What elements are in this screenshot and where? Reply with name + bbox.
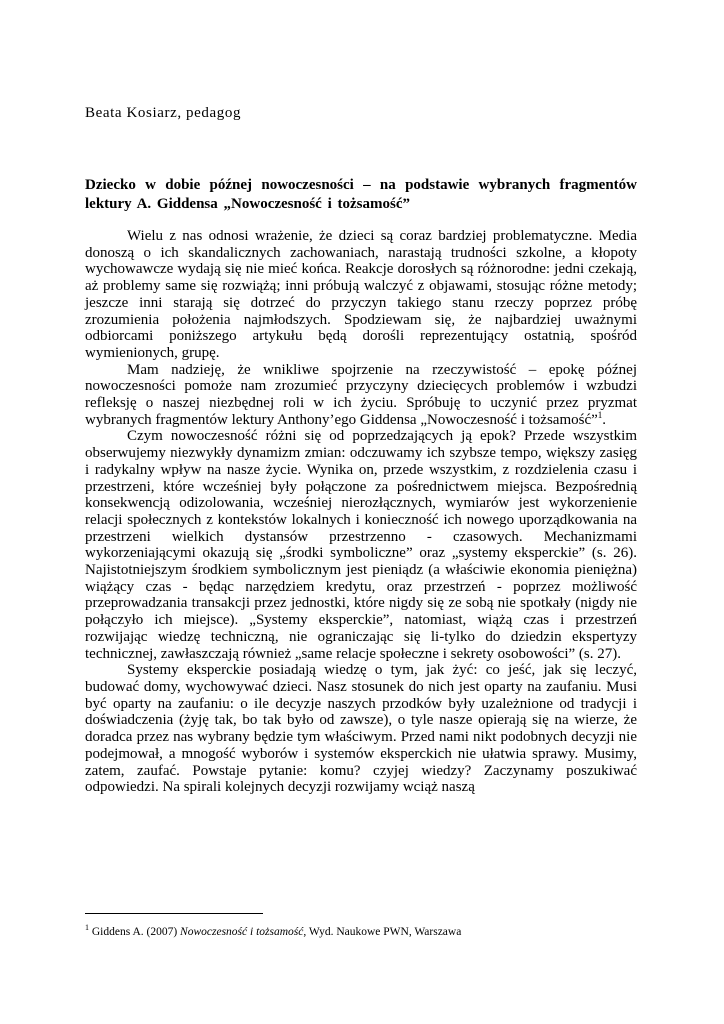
paragraph-text: Mam nadzieję, że wnikliwe spojrzenie na rzeczywistość – epokę późnej nowoczesności pomoże nam zrozumieć przyczyny dziecięcych problemów i wzbudzi refleksję o naszej niezbędnej roli w ich życiu. Spróbuję to uczynić przez pryzmat wybranych fragmentów lektury Anthony’ego Giddensa „Nowoczesność i tożsamość” [85,361,637,428]
paragraph: Wielu z nas odnosi wrażenie, że dzieci są coraz bardziej problematyczne. Media donoszą o ich skandalicznych zachowaniach, narastają trudności szkolne, a kłopoty wychowawcze wydają się nie mieć końca. Reakcje dorosłych są różnorodne: jedni czekają, aż problemy same się rozwiążą; inni próbują walczyć z objawami, stosując różne metody; jeszcze inni starają się dotrzeć do przyczyn takiego stanu rzeczy poprzez próbę zrozumienia położenia najmłodszych. Spodziewam się, że najbardziej uważnymi odbiorcami poniższego artykułu będą dorośli reprezentujący ostatnią, spośród wymienionych, grupę. [85,228,637,361]
footnote-reference: 1 [597,409,603,420]
paragraph: Mam nadzieję, że wnikliwe spojrzenie na rzeczywistość – epokę późnej nowoczesności pomoże nam zrozumieć przyczyny dziecięcych problemów i wzbudzi refleksję o naszej niezbędnej roli w ich życiu. Spróbuję to uczynić przez pryzmat wybranych fragmentów lektury Anthony’ego Giddensa „Nowoczesność i tożsamość”$^1$. [85,361,637,428]
footnote-book-title: Nowoczesność i tożsamość [180,925,304,938]
footnote-prefix: Giddens A. (2007) [89,925,181,938]
paragraph: Systemy eksperckie posiadają wiedzę o tym, jak żyć: co jeść, jak się leczyć, budować domy, wychowywać dzieci. Nasz stosunek do nich jest oparty na zaufaniu. Musi być oparty na zaufaniu: o ile decyzje naszych przodków były uzależnione od tradycji i doświadczenia (żyję tak, bo tak było od zawsze), o tyle nasze opierają się na wierze, że doradca przez nas wybrany będzie tym właściwym. Przed nami nikt podobnych decyzji nie podejmował, a mnogość wyborów i systemów eksperckich nie ułatwia sprawy. Musimy, zatem, zaufać. Powstaje pytanie: komu? czyjej wiedzy? Zaczynamy poszukiwać odpowiedzi. Na spirali kolejnych decyzji rozwijamy wciąż naszą [85,662,637,796]
paragraph: Czym nowoczesność różni się od poprzedzających ją epok? Przede wszystkim obserwujemy niezwykły dynamizm zmian: odczuwamy ich szybsze tempo, większy zasięg i radykalny wpływ na nasze życie. Wynika on, przede wszystkim, z rozdzielenia czasu i przestrzeni, które wcześniej były połączone za pośrednictwem miejsca. Bezpośrednią konsekwencją odizolowania, wcześniej nierozłącznych, wymiarów jest wykorzenienie relacji społecznych z kontekstów lokalnych i konieczność ich nowego uporządkowania na przestrzeni wielkich dystansów przestrzenno - czasowych. Mechanizmami wykorzeniającymi okazują się „środki symboliczne” oraz „systemy eksperckie” (s. 26). Najistotniejszym środkiem symbolicznym jest pieniądz (a właściwie ekonomia pieniężna) wiążący czas - będąc narzędziem kredytu, oraz przestrzeń - poprzez możliwość przeprowadzania transakcji przez jednostki, które nigdy się ze sobą nie spotkały (nigdy nie połączyło ich miejsce). „Systemy eksperckie”, natomiast, wiążą czas i przestrzeń rozwijając wiedzę techniczną, nie ograniczając się li-tylko do dziedzin ekspertyzy technicznej, zawłaszczają również „same relacje społeczne i sekrety osobowości” (s. 27). [85,428,637,662]
footnote-separator [85,913,263,914]
article-title: Dziecko w dobie późnej nowoczesności – na podstawie wybranych fragmentów lektury A. Giddensa „Nowoczesność i tożsamość” [85,177,637,212]
footnote-marker: 1 [85,923,89,932]
footnote [85,921,461,939]
footnote-suffix: , Wyd. Naukowe PWN, Warszawa [303,925,462,938]
article-body [85,228,637,796]
author-line: Beata Kosiarz, pedagog [85,105,242,121]
